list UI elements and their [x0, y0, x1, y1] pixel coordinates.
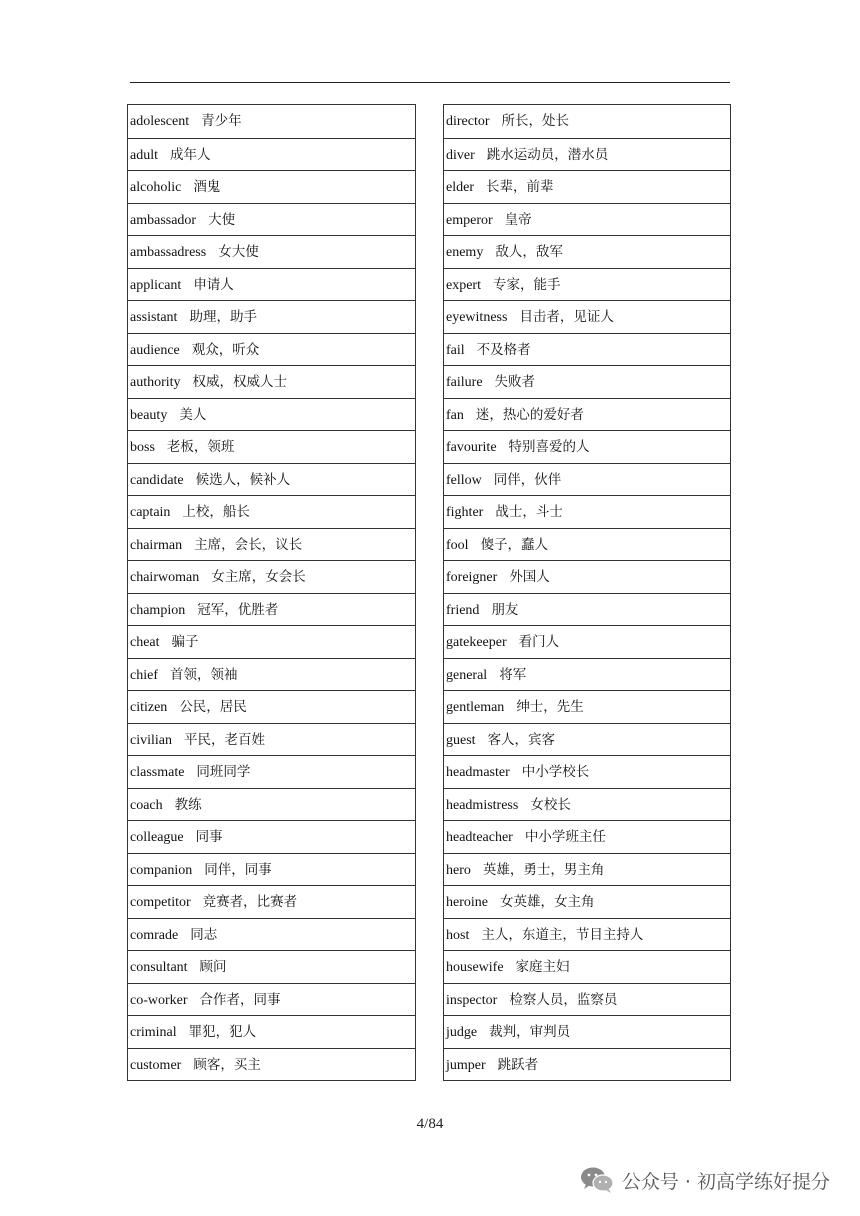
- vocab-row: [128, 1048, 415, 1081]
- vocab-word: headmistress: [446, 797, 519, 813]
- vocab-row: [444, 983, 730, 1016]
- vocab-row: [444, 820, 730, 853]
- vocab-meaning: 朋友: [491, 601, 519, 618]
- vocab-word: elder: [446, 180, 474, 195]
- vocab-row: [444, 300, 730, 333]
- vocab-meaning: 顾客，买主: [193, 1056, 261, 1073]
- vocab-word: fool: [446, 537, 469, 553]
- vocab-row: [128, 495, 415, 528]
- vocab-meaning: 观众，听众: [191, 341, 260, 358]
- vocab-meaning: 上校，船长: [182, 504, 250, 520]
- vocab-meaning: 长辈，前辈: [485, 179, 554, 195]
- vocab-meaning: 检察人员，监察员: [509, 991, 618, 1008]
- vocab-row: [128, 560, 415, 593]
- vocab-meaning: 骗子: [171, 634, 199, 650]
- vocab-word: classmate: [130, 765, 185, 780]
- vocab-row: [444, 463, 730, 496]
- vocab-row: [444, 1048, 730, 1081]
- vocab-row: [444, 853, 730, 886]
- vocab-meaning: 战士，斗士: [495, 504, 563, 520]
- vocab-meaning: 失败者: [494, 374, 536, 390]
- vocab-row: [128, 820, 415, 853]
- vocab-word: housewife: [446, 960, 504, 975]
- vocab-row: [128, 268, 415, 301]
- vocab-row: [128, 658, 415, 691]
- vocab-word: host: [446, 927, 470, 943]
- vocab-row: [444, 333, 730, 366]
- vocab-meaning: 申请人: [193, 276, 234, 293]
- vocab-meaning: 同志: [190, 926, 218, 943]
- vocab-word: cheat: [130, 635, 160, 650]
- vocab-word: emperor: [446, 212, 493, 228]
- vocab-meaning: 所长，处长: [501, 113, 570, 129]
- vocab-word: audience: [130, 342, 180, 358]
- vocab-meaning: 助理，助手: [189, 309, 257, 325]
- vocab-meaning: 跳跃者: [497, 1056, 539, 1073]
- vocab-meaning: 主席，会长，议长: [194, 536, 303, 553]
- vocab-row: [444, 1015, 730, 1048]
- vocab-word: fail: [446, 342, 465, 358]
- vocab-row: [444, 528, 730, 561]
- vocab-meaning: 同班同学: [196, 764, 251, 780]
- vocab-meaning: 罪犯，犯人: [188, 1024, 257, 1040]
- vocab-meaning: 老板，领班: [166, 439, 235, 455]
- vocab-row: [128, 950, 415, 983]
- vocab-meaning: 公民，居民: [179, 699, 247, 715]
- vocab-meaning: 候选人，候补人: [195, 471, 291, 488]
- vocab-word: citizen: [130, 700, 168, 715]
- vocab-word: adult: [130, 147, 158, 163]
- vocab-word: guest: [446, 732, 476, 748]
- vocab-meaning: 裁判，审判员: [489, 1024, 571, 1040]
- vocab-meaning: 竞赛者，比赛者: [202, 894, 298, 910]
- vocab-meaning: 中小学校长: [521, 764, 590, 780]
- vocab-row: [128, 203, 415, 236]
- vocab-word: chairwoman: [130, 570, 200, 585]
- vocab-row: [128, 170, 415, 203]
- vocab-word: co-worker: [130, 992, 188, 1008]
- vocab-row: [444, 950, 730, 983]
- vocab-meaning: 中小学班主任: [524, 829, 606, 845]
- vocab-row: [444, 658, 730, 691]
- vocab-row: [444, 788, 730, 821]
- vocab-meaning: 首领，领袖: [169, 666, 238, 683]
- vocab-row: [444, 138, 730, 171]
- vocab-word: eyewitness: [446, 310, 508, 325]
- vocab-meaning: 外国人: [509, 569, 550, 585]
- vocab-row: [128, 1015, 415, 1048]
- vocab-meaning: 皇帝: [504, 211, 532, 228]
- vocab-row: [128, 788, 415, 821]
- vocab-row: [128, 463, 415, 496]
- vocab-word: boss: [130, 440, 155, 455]
- vocab-word: competitor: [130, 895, 191, 910]
- vocab-meaning: 平民，老百姓: [184, 731, 265, 748]
- vocab-row: [128, 333, 415, 366]
- vocab-word: director: [446, 114, 490, 129]
- vocab-word: alcoholic: [130, 180, 182, 195]
- vocab-word: authority: [130, 375, 181, 390]
- vocab-word: fighter: [446, 505, 484, 520]
- vocab-meaning: 将军: [499, 666, 527, 683]
- vocab-meaning: 客人，宾客: [487, 731, 556, 748]
- vocab-meaning: 女主席，女会长: [211, 569, 306, 585]
- vocab-meaning: 傻子，蠢人: [480, 536, 549, 553]
- vocab-row: [444, 690, 730, 723]
- vocab-word: champion: [130, 602, 186, 618]
- vocab-word: assistant: [130, 310, 178, 325]
- vocab-meaning: 冠军，优胜者: [197, 601, 279, 618]
- vocab-row: [128, 690, 415, 723]
- vocab-row: [128, 625, 415, 658]
- vocab-row: [444, 105, 730, 138]
- vocab-row: [128, 105, 415, 138]
- vocab-word: consultant: [130, 960, 188, 975]
- vocab-row: [128, 723, 415, 756]
- vocab-row: [128, 885, 415, 918]
- vocab-word: friend: [446, 602, 480, 618]
- vocab-row: [444, 723, 730, 756]
- vocab-meaning: 教练: [174, 796, 202, 813]
- vocab-meaning: 顾问: [199, 959, 227, 975]
- page-number: 4/84: [416, 1116, 444, 1132]
- vocab-row: [128, 755, 415, 788]
- vocab-row: [128, 138, 415, 171]
- vocab-meaning: 同伴，同事: [204, 861, 272, 878]
- vocab-meaning: 绅士，先生: [516, 699, 584, 715]
- vocab-row: [444, 625, 730, 658]
- vocab-word: adolescent: [130, 114, 190, 129]
- vocab-word: beauty: [130, 407, 168, 423]
- vocab-word: headmaster: [446, 765, 510, 780]
- vocab-row: [128, 235, 415, 268]
- vocab-row: [444, 593, 730, 626]
- vocab-row: [444, 430, 730, 463]
- vocab-meaning: 不及格者: [476, 341, 531, 358]
- vocab-word: captain: [130, 505, 171, 520]
- vocab-row: [444, 203, 730, 236]
- vocab-meaning: 美人: [179, 406, 207, 423]
- vocab-meaning: 同伴，伙伴: [493, 471, 562, 488]
- vocab-word: heroine: [446, 895, 488, 910]
- vocab-row: [128, 398, 415, 431]
- vocab-meaning: 青少年: [201, 113, 242, 129]
- vocab-word: candidate: [130, 472, 184, 488]
- vocab-meaning: 合作者，同事: [199, 991, 281, 1008]
- vocab-word: judge: [446, 1025, 478, 1040]
- vocab-meaning: 专家，能手: [492, 276, 561, 293]
- vocab-meaning: 成年人: [170, 146, 211, 163]
- vocab-row: [128, 593, 415, 626]
- vocab-word: diver: [446, 147, 475, 163]
- vocab-word: ambassadress: [130, 245, 207, 260]
- vocab-row: [128, 918, 415, 951]
- wechat-icon: [580, 1166, 614, 1194]
- vocab-word: chairman: [130, 537, 183, 553]
- vocab-word: gatekeeper: [446, 635, 507, 650]
- vocab-meaning: 家庭主妇: [515, 959, 570, 975]
- vocab-word: failure: [446, 375, 483, 390]
- vocab-meaning: 目击者，见证人: [519, 309, 614, 325]
- vocab-word: gentleman: [446, 700, 505, 715]
- vocab-word: ambassador: [130, 212, 197, 228]
- vocab-word: general: [446, 667, 488, 683]
- vocab-meaning: 敌人，敌军: [495, 244, 563, 260]
- vocab-word: favourite: [446, 440, 497, 455]
- vocab-row: [444, 268, 730, 301]
- vocab-word: fan: [446, 407, 464, 423]
- vocab-word: inspector: [446, 992, 498, 1008]
- vocab-table-left: [127, 104, 416, 1081]
- vocab-word: chief: [130, 667, 158, 683]
- vocab-word: companion: [130, 862, 193, 878]
- vocab-word: customer: [130, 1057, 182, 1073]
- vocab-meaning: 特别喜爱的人: [508, 439, 590, 455]
- vocab-row: [128, 853, 415, 886]
- vocab-meaning: 女大使: [218, 244, 259, 260]
- vocab-row: [128, 983, 415, 1016]
- vocab-meaning: 跳水运动员，潜水员: [486, 146, 609, 163]
- vocab-row: [444, 755, 730, 788]
- vocab-row: [444, 918, 730, 951]
- vocab-row: [444, 398, 730, 431]
- header-rule: [130, 82, 730, 83]
- vocab-meaning: 权威，权威人士: [192, 374, 288, 390]
- vocab-meaning: 同事: [195, 829, 223, 845]
- vocab-meaning: 大使: [208, 211, 236, 228]
- vocab-row: [128, 528, 415, 561]
- vocab-word: headteacher: [446, 830, 513, 845]
- vocab-meaning: 主人，东道主，节目主持人: [481, 926, 644, 943]
- vocab-row: [128, 300, 415, 333]
- vocab-word: expert: [446, 277, 481, 293]
- vocab-meaning: 英雄，勇士，男主角: [482, 861, 605, 878]
- vocab-row: [444, 885, 730, 918]
- vocab-word: colleague: [130, 830, 184, 845]
- vocab-meaning: 酒鬼: [193, 179, 221, 195]
- vocab-word: applicant: [130, 277, 182, 293]
- vocab-word: enemy: [446, 245, 484, 260]
- vocab-meaning: 女英雄，女主角: [499, 894, 595, 910]
- vocab-row: [444, 235, 730, 268]
- vocab-table-right: [443, 104, 731, 1081]
- vocab-row: [444, 170, 730, 203]
- vocab-meaning: 迷，热心的爱好者: [475, 406, 584, 423]
- vocab-meaning: 女校长: [530, 796, 571, 813]
- vocab-word: fellow: [446, 472, 482, 488]
- vocab-row: [128, 365, 415, 398]
- vocab-word: criminal: [130, 1025, 177, 1040]
- vocab-word: hero: [446, 862, 471, 878]
- vocab-row: [444, 560, 730, 593]
- vocab-row: [128, 430, 415, 463]
- vocab-row: [444, 495, 730, 528]
- vocab-word: comrade: [130, 927, 179, 943]
- watermark: [580, 1166, 830, 1194]
- watermark-text: 公众号 · 初高学练好提分: [621, 1170, 830, 1193]
- vocab-word: jumper: [446, 1057, 486, 1073]
- vocab-meaning: 看门人: [518, 634, 560, 650]
- vocab-word: coach: [130, 797, 163, 813]
- vocab-word: civilian: [130, 732, 172, 748]
- vocab-word: foreigner: [446, 570, 498, 585]
- vocab-row: [444, 365, 730, 398]
